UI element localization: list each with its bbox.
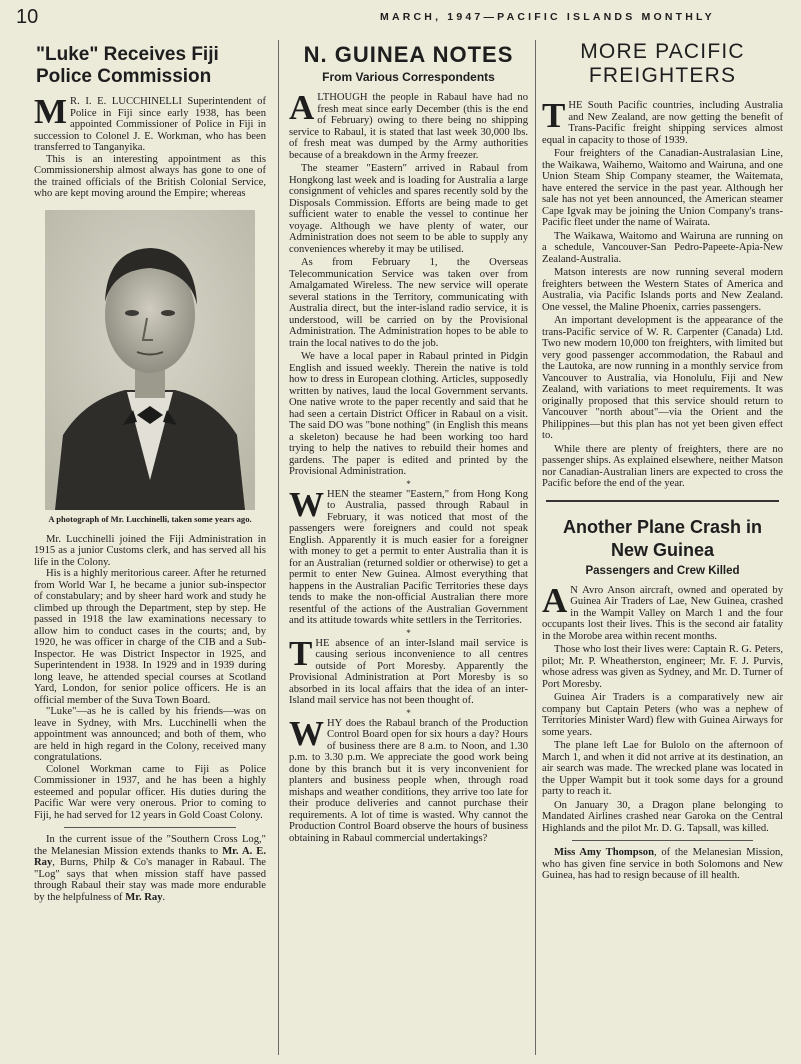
divider [64,827,236,828]
drop-cap: T [542,96,566,135]
masthead: MARCH, 1947—PACIFIC ISLANDS MONTHLY [380,11,715,23]
article-title-luke: "Luke" Receives Fiji Police Commission [36,44,219,87]
column-freighters-and-crash [542,40,783,1060]
paragraph: Guinea Air Traders is a comparatively new air company but Captain Peters (who was a nephew of Territories Minister Ward) flew with Guinea Airways for some years. [542,692,783,738]
column-divider [535,40,536,1055]
drop-cap: A [289,88,315,127]
divider [546,500,779,502]
running-head [0,0,801,30]
portrait-illustration [45,210,255,510]
article-title-crash: Another Plane Crash in New Guinea [562,516,763,560]
section-separator: * [406,707,411,718]
paragraph: ALTHOUGH the people in Rabaul have had no fresh meat since early December (this is the end of February) owing to there being no shipping service to Rabaul, it is stated that last week 30,000 lbs. of fresh meat was dumped by the Army authorities because of a breakdown in the Army freezer. [289,88,528,161]
drop-cap: M [34,92,68,131]
paragraph: His is a highly meritorious career. After he returned from World War I, he became a junior sub-inspector of constabulary; and by sheer hard work and study he climbed up through the Department, step by step. He passed in 1918 the law examinations necessary to allow him to conduct cases in the courts; and, by 1920, he was officer in charge of the CIB and a Sub-Inspector. He was District Inspector in 1925, and Superintendent in 1938. In 1929 and in 1939 during long leave, he attended special courses at Scotland Yard, London, for senior police officers. He is an official member of the Suva Town Board. [34,568,266,706]
paragraph: The plane left Lae for Bulolo on the afternoon of March 1, and when it did not arrive at its destination, an air search was made. The wrecked plane was located in the Upper Wampit but it took some days for a ground party to reach it. [542,740,783,797]
paragraph: As from February 1, the Overseas Telecommunication Service was taken over from Amalgamated Wireless. The new service will operate several stations in the Territory, communicating with Australia direct, but the inter-island radio service, it is understood, will be carried on by the Provisional Administration. The Administration hopes to be able to train the local natives to do the job. [289,257,528,349]
article-title-guinea: N. GUINEA NOTES [303,42,514,67]
paragraph: On January 30, a Dragon plane belonging to Mandated Airlines crashed near Garoka on the Central Highlands and the pilot Mr. D. G. Tapsall, was killed. [542,799,783,834]
drop-cap: W [289,713,324,753]
paragraph: In the current issue of the "Southern Cross Log," the Melanesian Mission extends thanks to Mr. A. E. Ray, Burns, Philp & Co's manager in Rabaul. The "Log" says that when mission staff have passed through Rabaul their stay was made more endurable by the helpfulness of Mr. Ray. [34,834,266,903]
page-number: 10 [16,6,39,28]
portrait-photo [45,210,255,510]
column-luke-article [34,40,266,1060]
paragraph: M R. I. E. LUCCHINELLI Superintendent of Police in Fiji since early 1938, has been appointed Commissioner of Police in Fiji in succession to Colonel J. E. Workman, who has been transferred to Tanganyika. [34,92,266,153]
paragraph: WHY does the Rabaul branch of the Production Control Board open for six hours a day? Hours of business there are 8 a.m. to Noon, and 1.30 p.m. to 3.30 p.m. We appreciate the good work being done by this branch but it is very inconvenient for planters and business people when, through road mishaps and weather conditions, they arrive too late for their produce deliveries and cannot purchase their requirements. A lot of time is wasted. Why cannot the Production Control Board observe the hours of business obtaining in Rabaul commercial undertakings? [289,713,528,844]
paragraph: Colonel Workman came to Fiji as Police Commissioner in 1937, and he has been a highly esteemed and popular officer. His duties during the Pacific War were very onerous. Prior to coming to Fiji, he had served for 12 years in Gold Coast Colony. [34,763,266,821]
paragraph: "Luke"—as he is called by his friends—was on leave in Sydney, with Mrs. Lucchinelli when the appointment was announced; and both of them, who are held in high regard in the Colony, received many congratulations. [34,706,266,763]
paragraph: Matson interests are now running several modern freighters between the Western States of America and Australia, via Pacific Islands ports and New Zealand. One vessel, the Maline Phoenix, carries passengers. [542,267,783,313]
article-subtitle-guinea: From Various Correspondents [322,70,495,84]
drop-cap: W [289,484,324,524]
paragraph: Four freighters of the Canadian-Australasian Line, the Waikawa, Waihemo, Waitomo and Wairuna, and one Union Steam Ship Company steamer, the Waitemata, have entered the service in the past year. Although her sale has not yet been announced, the American steamer Cape Igvak may be joining the Union Company's trans-Pacific fleet under the name of Wairata. [542,148,783,228]
paragraph: THE absence of an inter-Island mail service is causing serious inconvenience to all centres outside of Port Moresby. Apparently the Provisional Administration at Port Moresby is so absorbed in its local affairs that the idea of an inter-Island mail service has not been thought of. [289,633,528,706]
drop-cap: T [289,633,313,673]
paragraph: Miss Amy Thompson, of the Melanesian Mission, who has given fine service in both Solomons and New Guinea, has had to resign because of ill health. [542,847,783,881]
section-separator: * [406,627,411,638]
paragraph: A N Avro Anson aircraft, owned and operated by Guinea Air Traders of Lae, New Guinea, crashed in the Wampit Valley on March 1 and the four occupants lost their lives. This is the second air fatality in the Morobe area within recent months. [542,580,783,642]
paragraph: We have a local paper in Rabaul printed in Pidgin English and issued weekly. Therein the native is told how to dress in European clothing. Articles, supposedly written by natives, laud the local Government servants. One native wrote to the paper recently and said that he had seen a certain District Officer in Rabaul on a visit. The said DO was "bone nothing" (in English this means a skeleton) because he had been working too hard trying to help the natives to rebuild their homes and gardens. The paper is edited and printed by the Provisional Administration. [289,351,528,477]
column-guinea-notes [289,40,528,1060]
article-title-freighters: MORE PACIFIC FREIGHTERS [580,40,745,87]
paragraph: Mr. Lucchinelli joined the Fiji Administration in 1915 as a junior Customs clerk, and has served all his life in the Colony. [34,533,266,568]
paragraph: This is an interesting appointment as this Commissionership almost always has gone to one of the trained officials of the British Colonial Service, who are kept moving around the Empire; whereas [34,153,266,199]
paragraph: Those who lost their lives were: Captain R. G. Peters, pilot; Mr. P. Wheatherston, engineer; Mr. F. J. Purvis, whose adress was given as Sydney, and Mr. D. Turner of Port Moresby. [542,644,783,690]
paragraph: The steamer "Eastern" arrived in Rabaul from Hongkong last week and is loading for Australia a large consignment of vehicles and spares recently sold by the Disposals Commission. Efforts are being made to get sufficient water to enable the vessel to continue her voyage. Although we have plenty of water, our Administration does not seem to be able to supply any conveniences whereby it may be utilised. [289,163,528,255]
paragraph: An important development is the appearance of the trans-Pacific service of W. R. Carpenter (Canada) Ltd. Two new modern 10,000 ton freighters, with limited but very good passenger accommodation, the Rabaul and the Lautoka, are now running in a monthly service from Vancouver to Australia, via Honolulu, Fiji and New Zealand, with variations to meet requirements. It was originally proposed that this service should return to Vancouver "north about"—via the Orient and the Philippines—but this plan has not yet been given effect to. [542,315,783,441]
divider [572,840,753,841]
section-separator: * [406,478,411,489]
column-divider [278,40,279,1055]
paragraph: The Waikawa, Waitomo and Wairuna are running on a schedule, Vancouver-San Pedro-Papeete-Apia-New Zealand-Australia. [542,230,783,265]
article-subtitle-crash: Passengers and Crew Killed [585,564,740,577]
paragraph: WHEN the steamer "Eastern," from Hong Kong to Australia, passed through Rabaul in February, it was noticed that most of the passengers were foreigners and could not speak English. Apparently it is much easier for a foreigner with money to get a permit to enter Australia than it is for an Australian (returned soldier or otherwise) to get a permit to enter New Guinea. Almost everything that happens in the Australian Pacific Territories these days tends to make the non-official Australian there more resentful of the actions of the Australian Government and its attitude towards white settlers in the Territories. [289,484,528,626]
paragraph: THE South Pacific countries, including Australia and New Zealand, are now getting the benefit of Trans-Pacific freight shipping services almost equal in capacity to those of 1939. [542,96,783,146]
drop-cap: A [542,580,568,620]
paragraph: While there are plenty of freighters, there are no passenger ships. As explained elsewhere, neither Matson nor Canadian-Australian liners are expected to cross the Pacific before the end of the year. [542,443,783,489]
photo-caption: A photograph of Mr. Lucchinelli, taken some years ago. [48,513,252,524]
